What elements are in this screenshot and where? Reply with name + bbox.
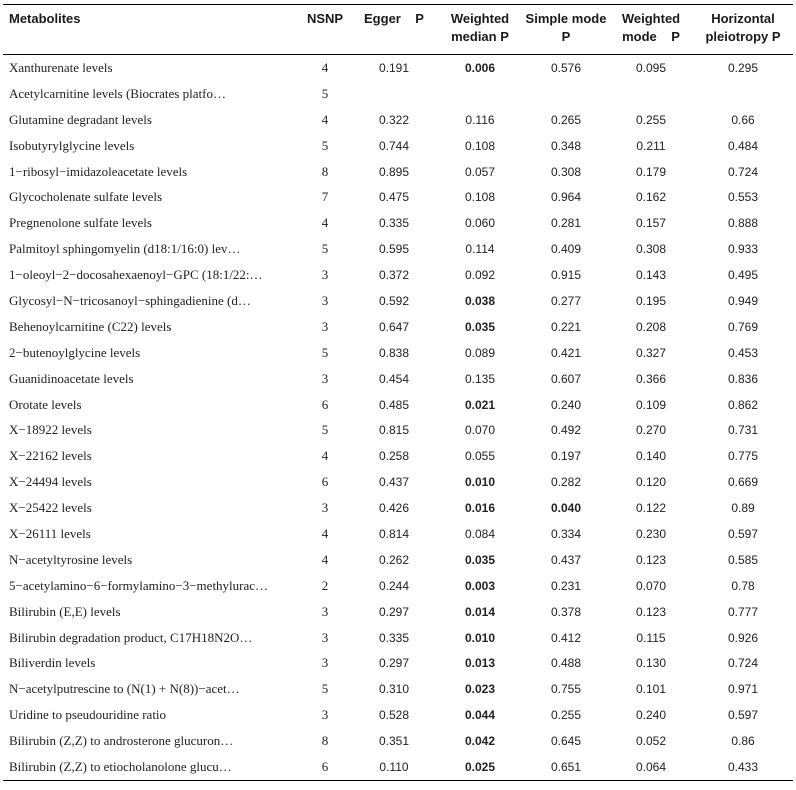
- cell-egger-p: 0.191: [378, 60, 410, 75]
- table-row: [3, 81, 793, 107]
- cell-metabolite: Orotate levels: [9, 396, 82, 412]
- cell-nsnp: 8: [321, 733, 329, 749]
- cell-weighted-median-p: 0.003: [464, 578, 496, 593]
- cell-simple-mode-p: [523, 81, 609, 107]
- table-row: [3, 392, 793, 418]
- cell-metabolite: 1−ribosyl−imidazoleacetate levels: [9, 163, 188, 179]
- cell-weighted-mode-p: 0.101: [635, 682, 667, 697]
- cell-metabolite: Xanthurenate levels: [9, 59, 113, 75]
- table-row: [3, 236, 793, 262]
- cell-nsnp: 3: [321, 655, 329, 671]
- table-row: [3, 288, 793, 314]
- table-row: [3, 495, 793, 521]
- cell-weighted-mode-p: 0.123: [635, 552, 667, 567]
- cell-egger-p: 0.592: [378, 293, 410, 308]
- cell-simple-mode-p: 0.281: [550, 216, 582, 231]
- cell-weighted-mode-p: 0.211: [636, 138, 666, 153]
- cell-metabolite: Isobutyrylglycine levels: [9, 137, 135, 153]
- cell-weighted-mode-p: 0.255: [635, 112, 667, 127]
- cell-simple-mode-p: 0.040: [550, 501, 582, 516]
- cell-egger-p: [351, 81, 437, 107]
- cell-metabolite: Bilirubin (Z,Z) to androsterone glucuron…: [9, 733, 234, 749]
- cell-nsnp: 8: [321, 163, 329, 179]
- header-nsnp: NSNP: [306, 11, 344, 26]
- cell-weighted-median-p: 0.108: [464, 138, 496, 153]
- cell-simple-mode-p: 0.348: [550, 138, 582, 153]
- cell-metabolite: Palmitoyl sphingomyelin (d18:1/16:0) lev…: [9, 241, 241, 257]
- cell-simple-mode-p: 0.255: [550, 708, 582, 723]
- cell-simple-mode-p: 0.607: [550, 371, 582, 386]
- table-row: [3, 702, 793, 728]
- cell-weighted-mode-p: 0.122: [635, 501, 667, 516]
- cell-weighted-median-p: 0.092: [464, 268, 496, 283]
- cell-nsnp: 7: [321, 189, 329, 205]
- cell-horizontal-pleiotropy-p: 0.836: [727, 371, 759, 386]
- cell-horizontal-pleiotropy-p: 0.769: [727, 319, 759, 334]
- cell-egger-p: 0.258: [378, 449, 410, 464]
- cell-metabolite: X−26111 levels: [9, 525, 91, 541]
- cell-egger-p: 0.262: [378, 552, 410, 567]
- cell-simple-mode-p: 0.282: [550, 475, 582, 490]
- table-row: [3, 262, 793, 288]
- cell-metabolite: Guanidinoacetate levels: [9, 370, 134, 386]
- cell-weighted-mode-p: 0.120: [635, 475, 667, 490]
- cell-metabolite: Pregnenolone sulfate levels: [9, 215, 152, 231]
- cell-horizontal-pleiotropy-p: 0.484: [727, 138, 759, 153]
- table-row: [3, 469, 793, 495]
- cell-simple-mode-p: 0.231: [550, 578, 582, 593]
- table-row: [3, 547, 793, 573]
- cell-weighted-median-p: 0.006: [464, 60, 496, 75]
- cell-weighted-mode-p: 0.064: [635, 759, 667, 774]
- table-row: [3, 366, 793, 392]
- cell-simple-mode-p: 0.409: [550, 242, 582, 257]
- cell-horizontal-pleiotropy-p: 0.433: [727, 759, 759, 774]
- cell-weighted-mode-p: 0.130: [635, 656, 667, 671]
- cell-nsnp: 5: [321, 344, 329, 360]
- cell-metabolite: N−acetylputrescine to (N(1) + N(8))−acet…: [9, 681, 240, 697]
- cell-horizontal-pleiotropy-p: 0.86: [731, 734, 755, 749]
- cell-nsnp: 6: [321, 474, 329, 490]
- cell-nsnp: 5: [321, 241, 329, 257]
- cell-egger-p: 0.335: [378, 216, 410, 231]
- cell-horizontal-pleiotropy-p: 0.669: [727, 475, 759, 490]
- cell-simple-mode-p: 0.334: [550, 526, 582, 541]
- cell-weighted-mode-p: 0.327: [635, 345, 667, 360]
- cell-metabolite: Glycocholenate sulfate levels: [9, 189, 163, 205]
- cell-nsnp: 5: [321, 85, 329, 101]
- cell-weighted-mode-p: 0.143: [635, 268, 667, 283]
- table-row: [3, 314, 793, 340]
- cell-nsnp: 4: [321, 215, 329, 231]
- cell-horizontal-pleiotropy-p: 0.495: [727, 268, 759, 283]
- header-row: [3, 5, 793, 55]
- cell-weighted-median-p: 0.016: [464, 501, 496, 516]
- cell-weighted-median-p: 0.057: [464, 164, 496, 179]
- table-row: [3, 650, 793, 676]
- table-row: [3, 676, 793, 702]
- cell-horizontal-pleiotropy-p: 0.775: [727, 449, 759, 464]
- cell-metabolite: Bilirubin (Z,Z) to etiocholanolone glucu…: [9, 758, 232, 774]
- cell-nsnp: 4: [321, 59, 329, 75]
- cell-nsnp: 3: [321, 629, 329, 645]
- cell-metabolite: X−25422 levels: [9, 500, 92, 516]
- cell-metabolite: N−acetyltyrosine levels: [9, 551, 133, 567]
- cell-egger-p: 0.335: [378, 630, 410, 645]
- cell-simple-mode-p: 0.915: [550, 268, 582, 283]
- cell-egger-p: 0.814: [378, 526, 410, 541]
- cell-egger-p: 0.528: [378, 708, 410, 723]
- table-row: [3, 210, 793, 236]
- cell-horizontal-pleiotropy-p: 0.553: [727, 190, 759, 205]
- cell-metabolite: 1−oleoyl−2−docosahexaenoyl−GPC (18:1/22:…: [9, 267, 263, 283]
- cell-horizontal-pleiotropy-p: 0.585: [727, 552, 759, 567]
- cell-nsnp: 3: [321, 500, 329, 516]
- cell-egger-p: 0.895: [378, 164, 410, 179]
- cell-nsnp: 3: [321, 318, 329, 334]
- cell-weighted-mode-p: 0.208: [635, 319, 667, 334]
- cell-nsnp: 3: [321, 707, 329, 723]
- cell-simple-mode-p: 0.645: [550, 734, 582, 749]
- cell-weighted-mode-p: 0.308: [635, 242, 667, 257]
- cell-simple-mode-p: 0.197: [550, 449, 582, 464]
- cell-weighted-median-p: 0.014: [464, 604, 496, 619]
- table-row: [3, 443, 793, 469]
- cell-weighted-mode-p: 0.157: [635, 216, 667, 231]
- table-row: [3, 573, 793, 599]
- cell-weighted-mode-p: 0.123: [635, 604, 667, 619]
- cell-weighted-mode-p: 0.230: [635, 526, 667, 541]
- cell-metabolite: X−22162 levels: [9, 448, 92, 464]
- cell-weighted-mode-p: 0.095: [635, 60, 667, 75]
- header-metabolites: Metabolites: [9, 11, 81, 26]
- cell-weighted-median-p: 0.035: [464, 319, 496, 334]
- cell-weighted-median-p: 0.035: [464, 552, 496, 567]
- cell-weighted-mode-p: 0.366: [635, 371, 667, 386]
- table-row: [3, 107, 793, 133]
- cell-egger-p: 0.372: [378, 268, 410, 283]
- cell-horizontal-pleiotropy-p: 0.933: [727, 242, 759, 257]
- cell-weighted-median-p: 0.042: [464, 734, 496, 749]
- cell-metabolite: Glycosyl−N−tricosanoyl−sphingadienine (d…: [9, 292, 251, 308]
- cell-simple-mode-p: 0.964: [550, 190, 582, 205]
- cell-nsnp: 3: [321, 603, 329, 619]
- cell-horizontal-pleiotropy-p: 0.926: [727, 630, 759, 645]
- cell-weighted-median-p: [437, 81, 523, 107]
- cell-horizontal-pleiotropy-p: 0.862: [727, 397, 759, 412]
- cell-simple-mode-p: 0.308: [550, 164, 582, 179]
- cell-egger-p: 0.297: [378, 604, 410, 619]
- cell-weighted-median-p: 0.010: [464, 630, 496, 645]
- cell-weighted-median-p: 0.044: [464, 708, 496, 723]
- cell-weighted-median-p: 0.135: [464, 371, 496, 386]
- table-row: [3, 55, 793, 81]
- cell-simple-mode-p: 0.240: [550, 397, 582, 412]
- cell-horizontal-pleiotropy-p: 0.724: [727, 164, 759, 179]
- cell-nsnp: 5: [321, 681, 329, 697]
- cell-metabolite: Bilirubin (E,E) levels: [9, 603, 121, 619]
- cell-metabolite: 2−butenoylglycine levels: [9, 344, 141, 360]
- cell-horizontal-pleiotropy-p: 0.731: [727, 423, 759, 438]
- cell-horizontal-pleiotropy-p: 0.597: [727, 708, 759, 723]
- cell-weighted-mode-p: 0.052: [635, 734, 667, 749]
- cell-horizontal-pleiotropy-p: 0.777: [727, 604, 759, 619]
- table-header: [3, 5, 793, 55]
- cell-horizontal-pleiotropy-p: [693, 81, 793, 107]
- cell-egger-p: 0.351: [378, 734, 410, 749]
- cell-egger-p: 0.475: [378, 190, 410, 205]
- cell-weighted-median-p: 0.013: [464, 656, 496, 671]
- cell-nsnp: 2: [321, 577, 329, 593]
- cell-weighted-median-p: 0.060: [464, 216, 496, 231]
- cell-simple-mode-p: 0.755: [550, 682, 582, 697]
- cell-egger-p: 0.310: [378, 682, 410, 697]
- cell-metabolite: X−18922 levels: [9, 422, 92, 438]
- table-row: [3, 417, 793, 443]
- mr-sensitivity-table: [3, 4, 793, 781]
- cell-nsnp: 3: [321, 292, 329, 308]
- cell-weighted-mode-p: 0.240: [635, 708, 667, 723]
- table-row: [3, 521, 793, 547]
- cell-horizontal-pleiotropy-p: 0.724: [727, 656, 759, 671]
- cell-simple-mode-p: 0.488: [550, 656, 582, 671]
- cell-egger-p: 0.297: [378, 656, 410, 671]
- cell-egger-p: 0.322: [378, 112, 410, 127]
- cell-egger-p: 0.744: [378, 138, 410, 153]
- cell-nsnp: 4: [321, 525, 329, 541]
- cell-egger-p: 0.426: [378, 501, 410, 516]
- cell-horizontal-pleiotropy-p: 0.78: [731, 578, 755, 593]
- cell-weighted-mode-p: 0.195: [635, 293, 667, 308]
- cell-egger-p: 0.595: [378, 242, 410, 257]
- table-body: [3, 55, 793, 781]
- cell-horizontal-pleiotropy-p: 0.888: [727, 216, 759, 231]
- table-row: [3, 625, 793, 651]
- cell-simple-mode-p: 0.437: [550, 552, 582, 567]
- cell-egger-p: 0.815: [378, 423, 410, 438]
- cell-metabolite: Glutamine degradant levels: [9, 111, 152, 127]
- cell-horizontal-pleiotropy-p: 0.597: [727, 526, 759, 541]
- cell-weighted-median-p: 0.114: [465, 242, 495, 257]
- cell-weighted-mode-p: 0.070: [635, 578, 667, 593]
- cell-simple-mode-p: 0.378: [550, 604, 582, 619]
- header-horizontal-pleiotropy-p: Horizontal pleiotropy P: [705, 11, 781, 44]
- cell-metabolite: 5−acetylamino−6−formylamino−3−methylurac…: [9, 577, 269, 593]
- header-weighted-median-p: Weighted median P: [450, 11, 510, 44]
- cell-weighted-median-p: 0.055: [464, 449, 496, 464]
- cell-nsnp: 5: [321, 137, 329, 153]
- cell-simple-mode-p: 0.492: [550, 423, 582, 438]
- cell-weighted-median-p: 0.070: [464, 423, 496, 438]
- cell-nsnp: 5: [321, 422, 329, 438]
- cell-simple-mode-p: 0.421: [550, 345, 582, 360]
- cell-simple-mode-p: 0.277: [550, 293, 582, 308]
- cell-horizontal-pleiotropy-p: 0.453: [727, 345, 759, 360]
- cell-egger-p: 0.437: [378, 475, 410, 490]
- cell-nsnp: 3: [321, 370, 329, 386]
- cell-simple-mode-p: 0.651: [550, 759, 582, 774]
- cell-metabolite: Uridine to pseudouridine ratio: [9, 707, 167, 723]
- cell-nsnp: 3: [321, 267, 329, 283]
- cell-simple-mode-p: 0.412: [550, 630, 582, 645]
- cell-horizontal-pleiotropy-p: 0.949: [727, 293, 759, 308]
- cell-simple-mode-p: 0.221: [550, 319, 582, 334]
- header-simple-mode-p: Simple mode P: [525, 11, 607, 44]
- table-row: [3, 133, 793, 159]
- cell-weighted-mode-p: 0.109: [635, 397, 667, 412]
- cell-weighted-mode-p: 0.140: [635, 449, 667, 464]
- cell-simple-mode-p: 0.576: [550, 60, 582, 75]
- cell-nsnp: 4: [321, 551, 329, 567]
- cell-weighted-mode-p: 0.270: [635, 423, 667, 438]
- table-row: [3, 159, 793, 185]
- cell-weighted-median-p: 0.021: [464, 397, 496, 412]
- cell-horizontal-pleiotropy-p: 0.66: [731, 112, 755, 127]
- table-row: [3, 728, 793, 754]
- cell-metabolite: Behenoylcarnitine (C22) levels: [9, 318, 172, 334]
- table-row: [3, 599, 793, 625]
- cell-metabolite: Bilirubin degradation product, C17H18N2O…: [9, 629, 253, 645]
- cell-weighted-mode-p: 0.179: [635, 164, 667, 179]
- cell-weighted-median-p: 0.010: [464, 475, 496, 490]
- cell-egger-p: 0.454: [378, 371, 410, 386]
- cell-weighted-mode-p: [609, 81, 693, 107]
- cell-nsnp: 6: [321, 758, 329, 774]
- cell-horizontal-pleiotropy-p: 0.89: [731, 501, 755, 516]
- cell-horizontal-pleiotropy-p: 0.971: [727, 682, 759, 697]
- table-row: [3, 184, 793, 210]
- cell-weighted-mode-p: 0.115: [636, 630, 666, 645]
- table-row: [3, 754, 793, 780]
- table-row: [3, 340, 793, 366]
- cell-egger-p: 0.485: [378, 397, 410, 412]
- cell-simple-mode-p: 0.265: [550, 112, 582, 127]
- cell-horizontal-pleiotropy-p: 0.295: [727, 60, 759, 75]
- cell-nsnp: 4: [321, 111, 329, 127]
- cell-metabolite: X−24494 levels: [9, 474, 92, 490]
- cell-nsnp: 6: [321, 396, 329, 412]
- cell-weighted-median-p: 0.108: [464, 190, 496, 205]
- header-egger-p: Egger P: [364, 11, 424, 26]
- cell-weighted-median-p: 0.023: [464, 682, 496, 697]
- cell-metabolite: Biliverdin levels: [9, 655, 96, 671]
- cell-weighted-median-p: 0.116: [465, 112, 495, 127]
- cell-egger-p: 0.110: [379, 759, 409, 774]
- cell-egger-p: 0.838: [378, 345, 410, 360]
- cell-weighted-median-p: 0.089: [464, 345, 496, 360]
- cell-egger-p: 0.647: [378, 319, 410, 334]
- cell-egger-p: 0.244: [378, 578, 410, 593]
- cell-weighted-median-p: 0.025: [464, 759, 496, 774]
- cell-nsnp: 4: [321, 448, 329, 464]
- header-weighted-mode-p: Weighted mode P: [621, 11, 684, 44]
- cell-weighted-median-p: 0.038: [464, 293, 496, 308]
- cell-weighted-median-p: 0.084: [464, 526, 496, 541]
- cell-metabolite: Acetylcarnitine levels (Biocrates platfo…: [9, 85, 226, 101]
- cell-weighted-mode-p: 0.162: [635, 190, 667, 205]
